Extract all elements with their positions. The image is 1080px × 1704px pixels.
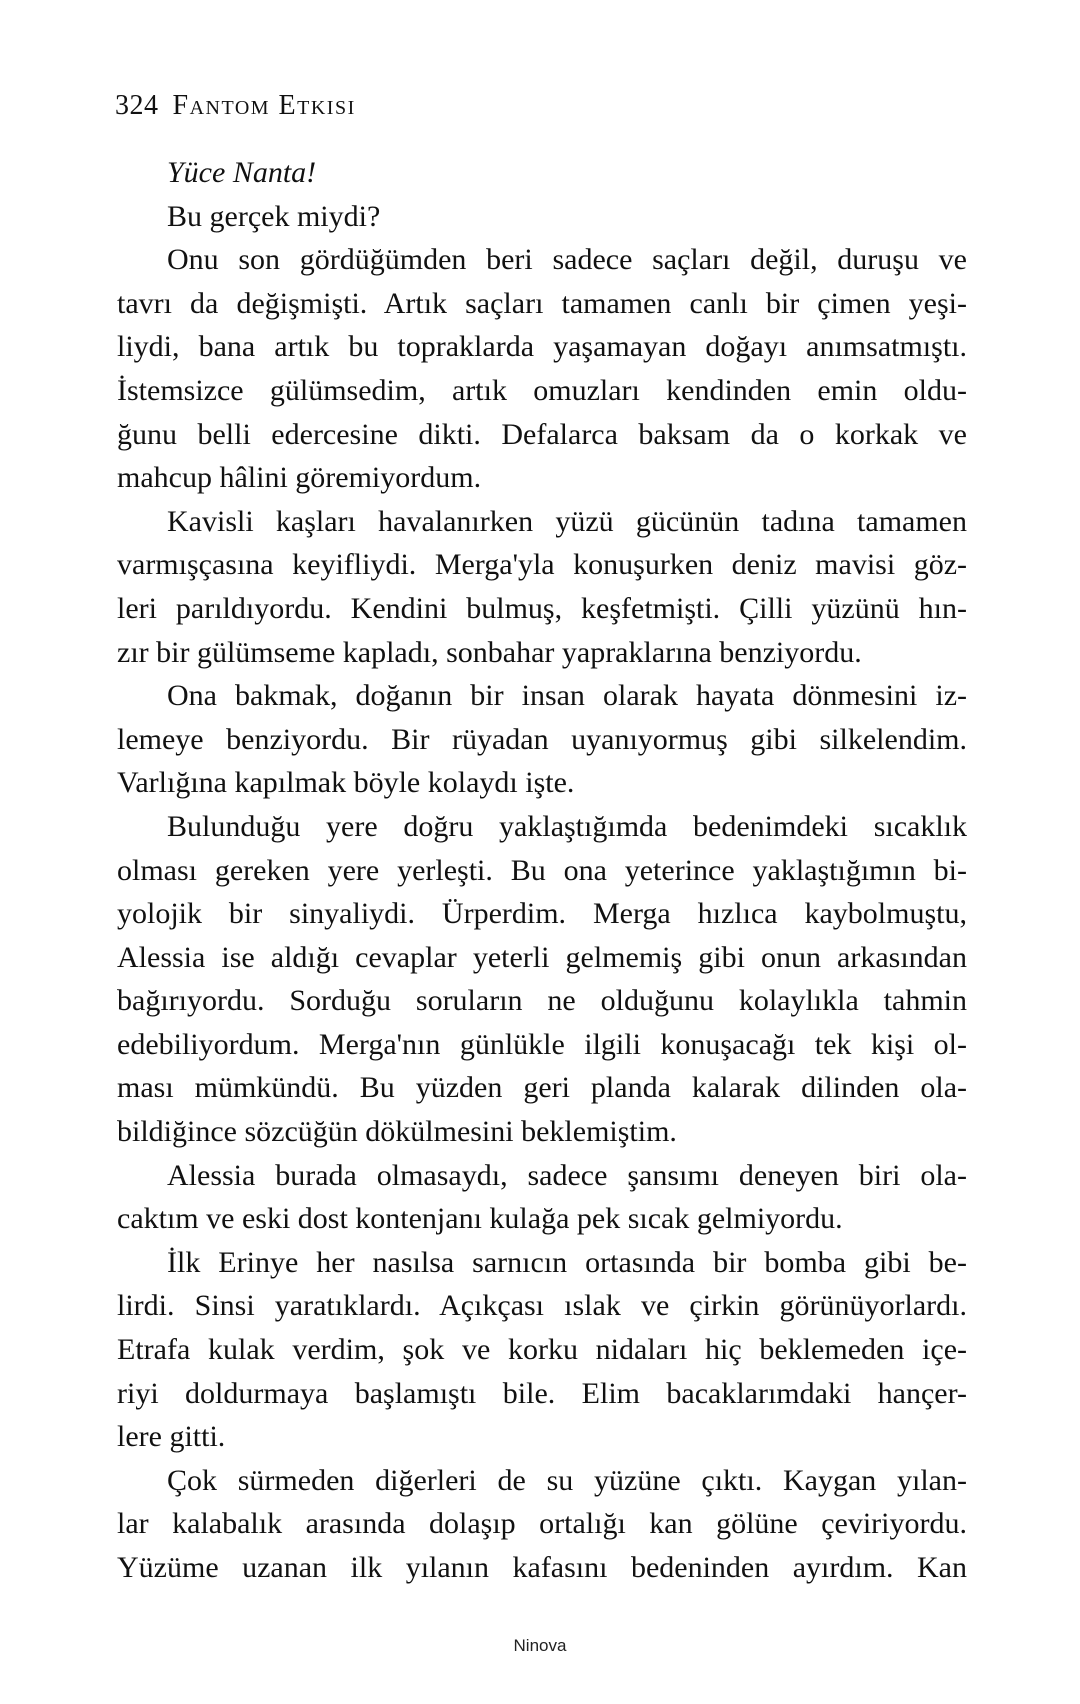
running-header <box>115 90 356 122</box>
text-line: lar kalabalık arasında dolaşıp ortalığı kan gölüne çeviriyordu. <box>117 1507 967 1541</box>
paragraph <box>117 674 967 805</box>
paragraph <box>117 1459 967 1590</box>
text-line: yolojik bir sinyaliydi. Ürperdim. Merga hızlıca kaybolmuştu, <box>117 897 967 931</box>
paragraph <box>117 195 967 239</box>
paragraph <box>117 238 967 500</box>
text-line: Alessia ise aldığı cevaplar yeterli gelmemiş gibi onun arkasından <box>117 940 967 974</box>
text-line: Alessia burada olmasaydı, sadece şansımı deneyen biri ola- <box>167 1158 967 1192</box>
text-line: Yüzüme uzanan ilk yılanın kafasını bedeninden ayırdım. Kan <box>117 1551 967 1584</box>
text-line: İlk Erinye her nasılsa sarnıcın ortasında bir bomba gibi be- <box>167 1245 967 1279</box>
text-line: tavrı da değişmişti. Artık saçları tamamen canlı bir çimen yeşi- <box>117 286 967 320</box>
text-line: ğunu belli edercesine dikti. Defalarca baksam da o korkak ve <box>117 417 967 451</box>
paragraph <box>117 805 967 1154</box>
text-line: caktım ve eski dost kontenjanı kulağa pek sıcak gelmiyordu. <box>117 1202 843 1236</box>
text-line: lirdi. Sinsi yaratıklardı. Açıkçası ıslak ve çirkin görünüyorlardı. <box>117 1289 967 1323</box>
text-line: Onu son gördüğümden beri sadece saçları değil, duruşu ve <box>167 243 967 277</box>
text-line: bağırıyordu. Sorduğu soruların ne olduğunu kolaylıkla tahmin <box>117 984 967 1018</box>
text-line: ması mümkündü. Bu yüzden geri planda kalarak dilinden ola- <box>117 1071 967 1105</box>
text-line: Kavisli kaşları havalanırken yüzü gücünün tadına tamamen <box>167 504 967 538</box>
book-title: Fantom Etkisi <box>172 90 356 121</box>
paragraph <box>117 1154 967 1241</box>
page-number: 324 <box>115 90 159 121</box>
publisher-footer: Ninova <box>513 1636 567 1655</box>
text-line: Etrafa kulak verdim, şok ve korku nidaları hiç beklemeden içe- <box>117 1333 967 1367</box>
body-text <box>117 151 967 1590</box>
text-line: mahcup hâlini göremiyordum. <box>117 461 482 495</box>
text-line: Ona bakmak, doğanın bir insan olarak hayata dönmesini iz- <box>167 679 967 713</box>
paragraph <box>117 151 967 195</box>
text-line: Çok sürmeden diğerleri de su yüzüne çıktı. Kaygan yılan- <box>167 1463 967 1497</box>
text-line: varmışçasına keyifliydi. Merga'yla konuşurken deniz mavisi göz- <box>117 548 967 582</box>
text-line: edebiliyordum. Merga'nın günlükle ilgili konuşacağı tek kişi ol- <box>117 1027 967 1061</box>
text-line: Bulunduğu yere doğru yaklaştığımda bedenimdeki sıcaklık <box>167 809 967 843</box>
text-line: liydi, bana artık bu topraklarda yaşamayan doğayı anımsatmıştı. <box>117 330 967 364</box>
text-line: bildiğince sözcüğün dökülmesini beklemiştim. <box>117 1115 677 1149</box>
text-line: İstemsizce gülümsedim, artık omuzları kendinden emin oldu- <box>117 373 967 407</box>
text-line: Bu gerçek miydi? <box>167 199 381 233</box>
text-line: zır bir gülümseme kapladı, sonbahar yapraklarına benziyordu. <box>117 635 862 669</box>
paragraph <box>117 500 967 674</box>
text-line: riyi doldurmaya başlamıştı bile. Elim bacaklarımdaki hançer- <box>117 1376 967 1410</box>
text-line: lemeye benziyordu. Bir rüyadan uyanıyormuş gibi silkelendim. <box>117 722 967 756</box>
text-line: leri parıldıyordu. Kendini bulmuş, keşfetmişti. Çilli yüzünü hın- <box>117 591 967 625</box>
text-line: Yüce Nanta! <box>167 156 317 189</box>
text-line: lere gitti. <box>117 1420 226 1454</box>
paragraph <box>117 1241 967 1459</box>
text-line: Varlığına kapılmak böyle kolaydı işte. <box>117 766 575 800</box>
text-line: olması gereken yere yerleşti. Bu ona yeterince yaklaştığımın bi- <box>117 853 967 887</box>
